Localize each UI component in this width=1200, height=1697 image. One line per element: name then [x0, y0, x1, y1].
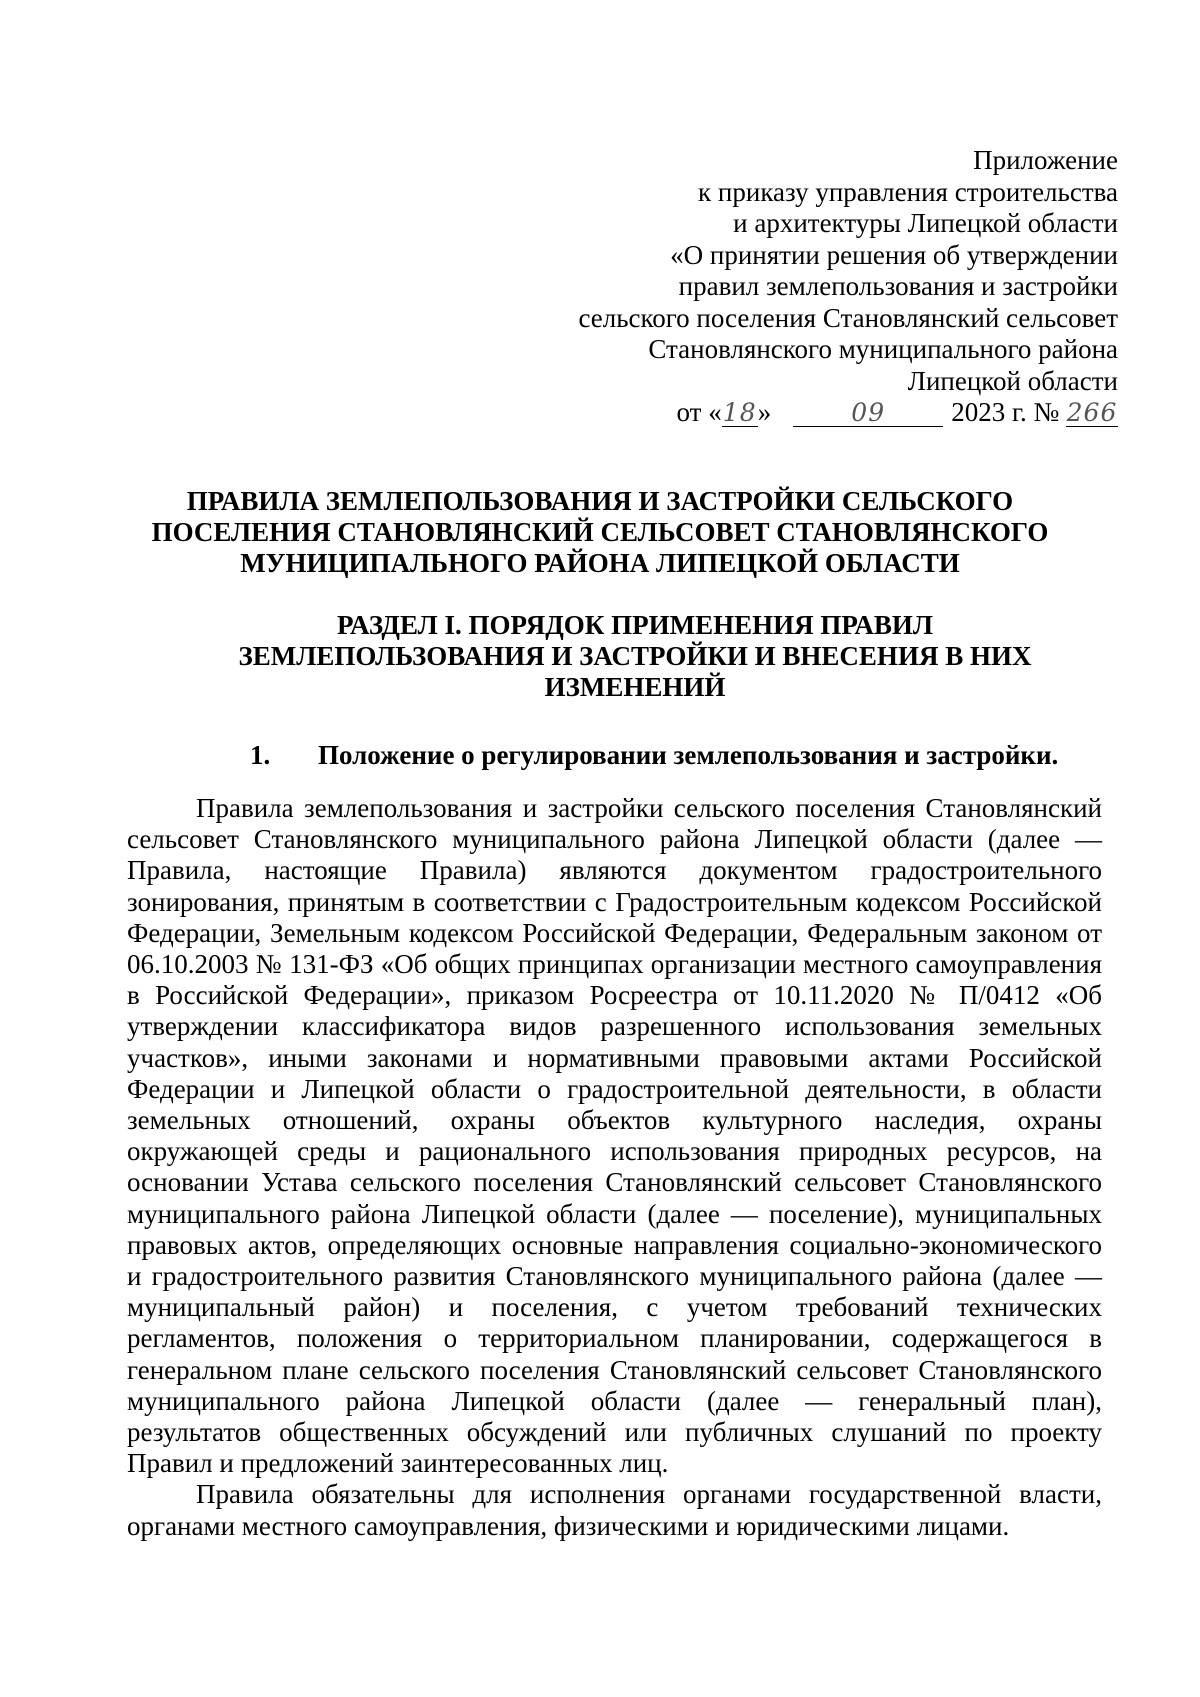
attachment-line: Приложение: [973, 145, 1118, 175]
article-heading: [250, 740, 1058, 771]
article-heading-text: Положение о регулировании землепользования и застройки.: [318, 740, 1059, 770]
attachment-header: [558, 145, 1118, 429]
section-title-line: РАЗДЕЛ I. ПОРЯДОК ПРИМЕНЕНИЯ ПРАВИЛ: [336, 610, 934, 640]
article-body: [127, 793, 1102, 1542]
handwritten-number: [1066, 399, 1118, 427]
document-title: [100, 486, 1100, 579]
attachment-line: правил землепользования и застройки: [678, 271, 1118, 301]
order-date-line: [558, 397, 1118, 429]
attachment-line: к приказу управления строительства: [698, 176, 1118, 207]
document-title-line: МУНИЦИПАЛЬНОГО РАЙОНА ЛИПЕЦКОЙ ОБЛАСТИ: [240, 548, 960, 578]
handwritten-day: [722, 399, 758, 427]
date-month-value: 09: [851, 398, 886, 427]
attachment-line: «О принятии решения об утверждении: [670, 239, 1118, 270]
date-day-value: 18: [722, 398, 757, 427]
section-title: [170, 610, 1100, 703]
article-number: 1.: [250, 740, 271, 770]
attachment-line: сельского поселения Становлянский сельсовет: [578, 302, 1118, 333]
document-title-line: ПОСЕЛЕНИЯ СТАНОВЛЯНСКИЙ СЕЛЬСОВЕТ СТАНОВЛЯНСКОГО: [151, 517, 1049, 547]
order-number-value: 266: [1066, 398, 1118, 427]
attachment-line: Липецкой области: [907, 365, 1118, 396]
section-title-line: ИЗМЕНЕНИЙ: [544, 672, 726, 702]
body-paragraph: Правила землепользования и застройки сельского поселения Становлянский сельсовет Становлянского муниципального района Липецкой области (далее — Правила, настоящие Правила) являются документом градостроительного зонирования, принятым в соответствии с Градостроительным кодексом Российской Федерации, Земельным кодексом Российской Федерации, Федеральным законом от 06.10.2003 № 131-ФЗ «Об общих принципах организации местного самоуправления в Российской Федерации», приказом Росреестра от 10.11.2020 № П/0412 «Об утверждении классификатора видов разрешенного использования земельных участков», иными законами и нормативными правовыми актами Российской Федерации и Липецкой области о градостроительной деятельности, в области земельных отношений, охраны объектов культурного наследия, охраны окружающей среды и рационального использования природных ресурсов, на основании Устава сельского поселения Становлянский сельсовет Становлянского муниципального района Липецкой области (далее — поселение), муниципальных правовых актов, определяющих основные направления социально-экономического и градостроительного развития Становлянского муниципального района (далее — муниципальный район) и поселения, с учетом требований технических регламентов, положения о территориальном планировании, содержащегося в генеральном плане сельского поселения Становлянский сельсовет Становлянского муниципального района Липецкой области (далее — генеральный план), результатов общественных обсуждений или публичных слушаний по проекту Правил и предложений заинтересованных лиц.: [127, 793, 1102, 1479]
date-quote-close: »: [757, 397, 772, 427]
handwritten-month: [793, 399, 943, 427]
attachment-line: и архитектуры Липецкой области: [733, 208, 1118, 238]
body-paragraph: Правила обязательны для исполнения органами государственной власти, органами местного самоуправления, физическими и юридическими лицами.: [127, 1479, 1102, 1541]
attachment-line: Становлянского муниципального района: [648, 334, 1118, 364]
section-title-line: ЗЕМЛЕПОЛЬЗОВАНИЯ И ЗАСТРОЙКИ И ВНЕСЕНИЯ В НИХ: [238, 641, 1032, 671]
document-title-line: ПРАВИЛА ЗЕМЛЕПОЛЬЗОВАНИЯ И ЗАСТРОЙКИ СЕЛЬСКОГО: [186, 486, 1014, 516]
date-prefix: от «: [676, 397, 722, 427]
date-year: 2023 г. №: [951, 397, 1060, 427]
